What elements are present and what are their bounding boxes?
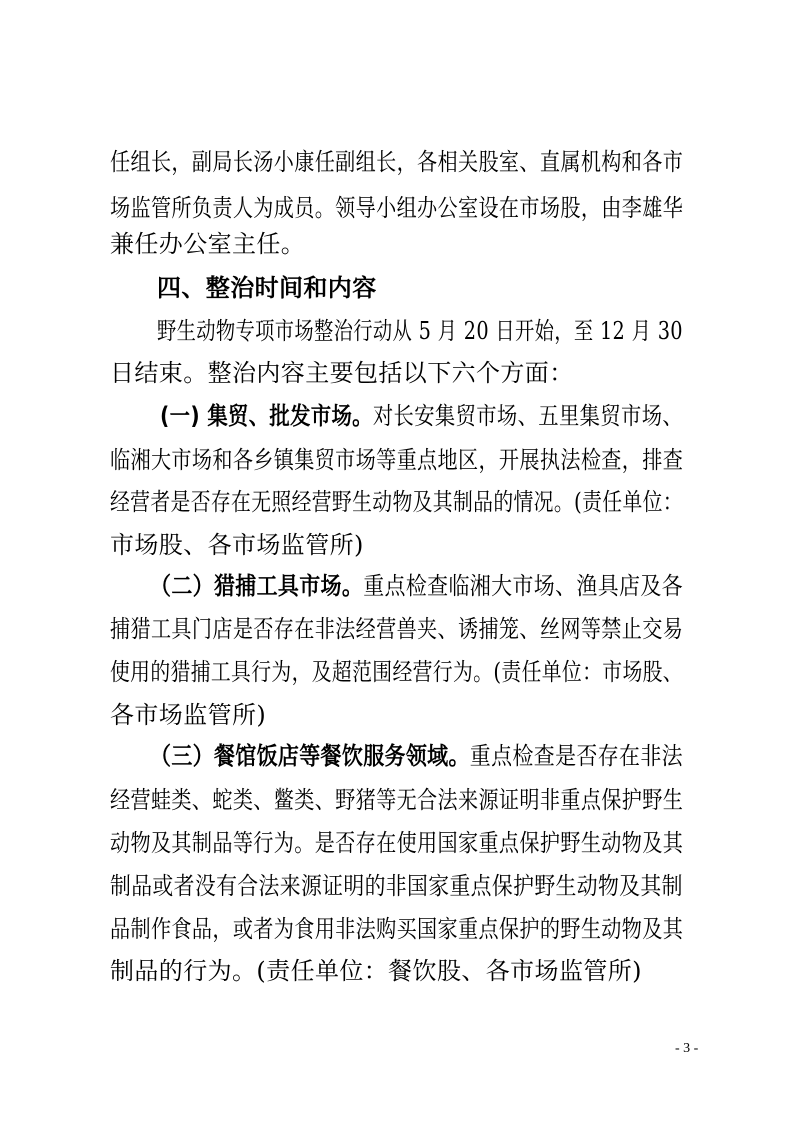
line-text: 对长安集贸市场、五里集贸市场、 xyxy=(372,402,684,430)
line-text: 使用的猎捕工具行为，及超范围经营行为。(责任单位：市场股、 xyxy=(110,658,683,686)
subsection-line xyxy=(150,741,683,771)
subsection-line xyxy=(160,401,683,431)
line-text: 任组长，副局长汤小康任副组长，各相关股室、直属机构和各市 xyxy=(110,148,684,176)
line-text: 野生动物专项市场整治行动从 5 月 20 日开始，至 12 月 30 xyxy=(157,317,683,345)
heading-text: 四、整治时间和内容 xyxy=(157,274,377,302)
line-text: 日结束。整治内容主要包括以下六个方面： xyxy=(110,359,574,387)
line-text: 临湘大市场和各乡镇集贸市场等重点地区，开展执法检查，排查 xyxy=(110,446,684,474)
line-text: 兼任办公室主任。 xyxy=(110,230,306,258)
body-line xyxy=(110,358,574,388)
section-heading xyxy=(157,273,377,303)
body-line xyxy=(110,956,642,986)
body-line xyxy=(110,828,683,858)
subsection-title: (一) 集贸、批发市场。 xyxy=(160,402,373,430)
line-text: 场监管所负责人为成员。领导小组办公室设在市场股，由李雄华 xyxy=(110,194,684,222)
body-line xyxy=(110,147,683,177)
page-number: - 3 - xyxy=(675,1041,699,1056)
body-line xyxy=(110,445,683,475)
subsection-title: （三）餐馆饭店等餐饮服务领域。 xyxy=(150,742,470,770)
line-text: 捕猎工具门店是否存在非法经营兽夹、诱捕笼、丝网等禁止交易 xyxy=(110,615,684,643)
line-text: 经营蛙类、蛇类、鳖类、野猪等无合法来源证明非重点保护野生 xyxy=(110,786,684,814)
body-line xyxy=(110,614,683,644)
body-line xyxy=(110,530,364,560)
line-text: 重点检查是否存在非法 xyxy=(469,742,683,770)
line-text: 重点检查临湘大市场、渔具店及各 xyxy=(363,572,683,600)
line-text: 市场股、各市场监管所) xyxy=(110,531,364,559)
line-text: 制品的行为。(责任单位：餐饮股、各市场监管所) xyxy=(110,957,642,985)
body-line xyxy=(110,700,266,730)
body-line xyxy=(110,229,305,259)
line-text: 经营者是否存在无照经营野生动物及其制品的情况。(责任单位： xyxy=(110,488,683,516)
body-line xyxy=(110,871,683,901)
body-line xyxy=(110,785,683,815)
subsection-title: （二）猎捕工具市场。 xyxy=(150,572,364,600)
body-line xyxy=(110,487,683,517)
subsection-line xyxy=(150,571,683,601)
line-text: 制品或者没有合法来源证明的非国家重点保护野生动物及其制 xyxy=(110,872,683,900)
body-line xyxy=(110,657,683,687)
line-text: 动物及其制品等行为。是否存在使用国家重点保护野生动物及其 xyxy=(110,829,684,857)
line-text: 品制作食品，或者为食用非法购买国家重点保护的野生动物及其 xyxy=(110,915,684,943)
body-line xyxy=(110,914,683,944)
line-text: 各市场监管所) xyxy=(110,701,267,729)
body-line xyxy=(157,316,683,346)
body-line xyxy=(110,193,683,223)
